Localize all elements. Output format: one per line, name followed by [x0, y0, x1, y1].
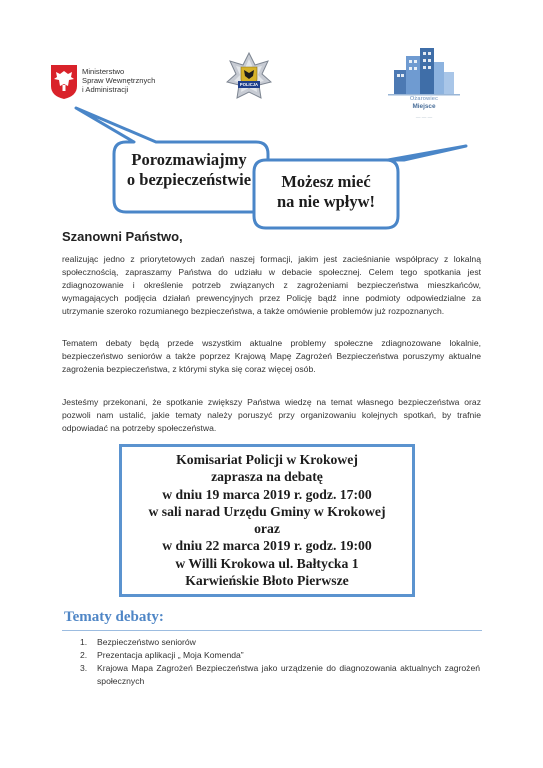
invitation-line: w Willi Krokowa ul. Bałtycka 1 — [175, 555, 359, 571]
topic-number: 3. — [80, 663, 88, 673]
topic-item — [80, 662, 480, 688]
letter-paragraph: Jesteśmy przekonani, że spotkanie zwiększy Państwa wiedzę na temat własnego bezpieczeństwa oraz pozwoli nam ustalić, jakie tematy należy poruszyć przy organizowaniu kolejnych spotkań, by trafnie odpowiadać na potrzeby społeczeństwa. — [62, 397, 481, 434]
invitation-line: w dniu 22 marca 2019 r. godz. 19:00 — [162, 538, 372, 554]
topics-heading: Tematy debaty: — [64, 609, 164, 625]
topics-list — [80, 636, 480, 688]
letter-paragraph: Tematem debaty będą przede wszystkim aktualne problemy społeczne zdiagnozowane lokalnie, bezpieczeństwo seniorów a także poprzez Krajową Mapę Zagrożeń Bezpieczeństwa poruszymy aktualne zagrożenia bezpieczeństwa, z którymi styka się coraz więcej osób. — [62, 338, 481, 375]
police-label: POLICJA — [239, 82, 259, 88]
invitation-line: Karwieńskie Błoto Pierwsze — [185, 573, 349, 589]
city-caption-small: — — — — [415, 115, 433, 120]
bubble-line: Możesz mieć — [281, 172, 371, 191]
topic-text: Prezentacja aplikacji „ Moja Komenda” — [97, 650, 244, 660]
city-caption-top: Ożarowiec — [409, 96, 439, 102]
greeting: Szanowni Państwo, — [62, 229, 183, 244]
invitation-line: w dniu 19 marca 2019 r. godz. 17:00 — [162, 486, 372, 502]
right-bubble-text — [258, 172, 394, 212]
topic-item — [80, 649, 480, 662]
ministry-line: i Administracji — [82, 85, 129, 94]
topics-divider — [62, 630, 482, 631]
city-caption-main: Miejsce — [412, 103, 436, 110]
ministry-line: Ministerstwo — [82, 67, 125, 76]
topic-text: Krajowa Mapa Zagrożeń Bezpieczeństwa jako urządzenie do diagnozowania aktualnych zagrożeń społecznych — [97, 663, 480, 686]
bubble-line: Porozmawiajmy — [131, 150, 247, 169]
invitation-box — [119, 444, 415, 597]
bubble-line: o bezpieczeństwie — [126, 170, 252, 189]
bubble-line: na nie wpływ! — [276, 192, 376, 211]
letter-paragraph: realizując jedno z priorytetowych zadań naszej formacji, jakim jest zacieśnianie współpracy z lokalną społecznością, zapraszamy Państwa do udziału w debacie społecznej. Celem tego spotkania jest zdiagnozowanie i określenie potrzeb związanych z zagrożeniami bezpieczeństwa mieszkańców, wymagających podjęcia działań prewencyjnych przez Policję bądź inne podmioty odpowiedzialne za utrzymanie szeroko rozumianego bezpieczeństwa, a także omówienie problemów już rozpoznanych. — [62, 254, 481, 317]
ministry-line: Spraw Wewnętrznych — [82, 76, 156, 85]
topic-item — [80, 636, 480, 649]
left-bubble-text — [114, 150, 264, 190]
invitation-line: oraz — [254, 521, 280, 537]
invitation-line: w sali narad Urzędu Gminy w Krokowej — [148, 503, 386, 519]
topic-number: 1. — [80, 637, 88, 647]
invitation-line: zaprasza na debatę — [211, 469, 323, 485]
topic-text: Bezpieczeństwo seniorów — [97, 637, 196, 647]
invitation-line: Komisariat Policji w Krokowej — [176, 452, 358, 467]
topic-number: 2. — [80, 650, 88, 660]
